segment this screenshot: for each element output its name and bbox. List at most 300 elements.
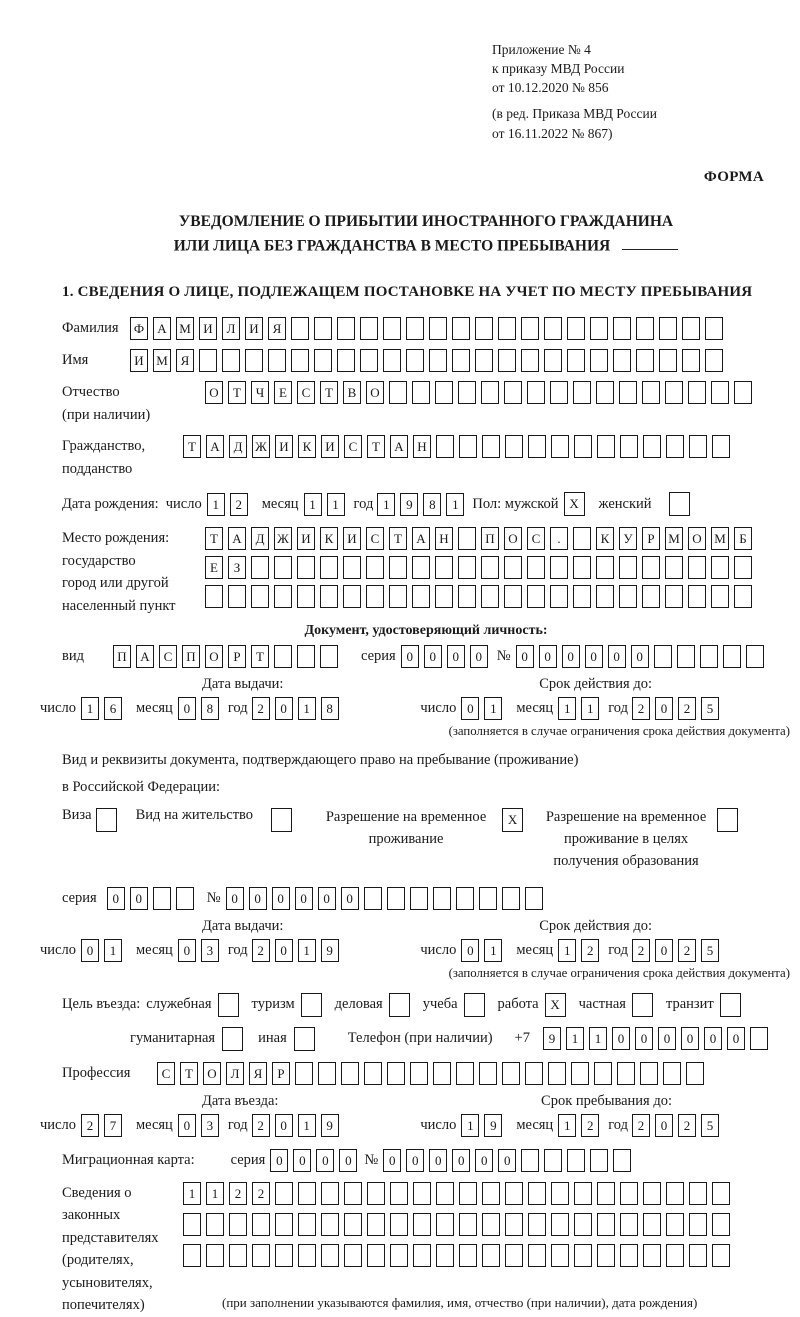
char-box <box>665 585 683 608</box>
char-box <box>734 556 752 579</box>
char-box <box>712 1182 730 1205</box>
char-box <box>528 1244 546 1267</box>
char-box <box>666 1182 684 1205</box>
char-box <box>482 435 500 458</box>
char-box <box>597 1213 615 1236</box>
char-box <box>688 556 706 579</box>
char-box <box>433 887 451 910</box>
migration-card-number-boxes <box>383 1149 636 1172</box>
char-box: С <box>157 1062 175 1085</box>
char-box: 2 <box>252 697 270 720</box>
char-box: О <box>366 381 384 404</box>
char-box <box>636 317 654 340</box>
char-box <box>505 1244 523 1267</box>
char-box <box>482 1182 500 1205</box>
purpose-other-checkbox <box>294 1027 320 1051</box>
char-box: 0 <box>339 1149 357 1172</box>
char-box <box>571 1062 589 1085</box>
char-box <box>620 435 638 458</box>
char-box <box>505 1213 523 1236</box>
representatives-note: (при заполнении указываются фамилия, имя, отчество (при наличии), дата рождения) <box>222 1294 698 1310</box>
birth-place-row <box>62 527 790 617</box>
char-box <box>343 585 361 608</box>
char-box: Т <box>320 381 338 404</box>
birth-date-label: Дата рождения: <box>62 495 159 512</box>
char-box <box>298 1244 316 1267</box>
purpose-work-label: работа <box>497 996 539 1013</box>
char-box <box>686 1062 704 1085</box>
char-box <box>528 1182 546 1205</box>
char-box: 0 <box>681 1027 699 1050</box>
char-box: 2 <box>252 1114 270 1137</box>
char-box <box>456 887 474 910</box>
char-box <box>632 993 653 1017</box>
char-box: 0 <box>470 645 488 668</box>
id-doc-kind-label: вид <box>62 648 84 665</box>
res-doc-valid-day <box>461 939 507 962</box>
char-box: Б <box>734 527 752 550</box>
id-doc-valid-month <box>558 697 604 720</box>
char-box: К <box>320 527 338 550</box>
char-box <box>479 1062 497 1085</box>
char-box <box>551 1213 569 1236</box>
char-box: 0 <box>383 1149 401 1172</box>
char-box: Р <box>642 527 660 550</box>
char-box <box>481 381 499 404</box>
char-box: К <box>298 435 316 458</box>
char-box: А <box>136 645 154 668</box>
id-doc-issue-year <box>252 697 344 720</box>
citizenship-boxes <box>183 435 735 458</box>
char-box: И <box>321 435 339 458</box>
char-box: 9 <box>400 493 418 516</box>
char-box <box>366 556 384 579</box>
migration-card-series-label: серия <box>230 1151 266 1168</box>
char-box <box>640 1062 658 1085</box>
char-box: Т <box>180 1062 198 1085</box>
char-box <box>275 1244 293 1267</box>
res-doc-date-labels <box>62 918 790 935</box>
birth-place-label: Место рождения: государство город или другой населенный пункт <box>62 530 176 614</box>
char-box: М <box>176 317 194 340</box>
char-box <box>750 1027 768 1050</box>
char-box <box>291 349 309 372</box>
birth-date-row <box>62 492 790 516</box>
char-box: 0 <box>316 1149 334 1172</box>
char-box <box>318 1062 336 1085</box>
char-box <box>406 317 424 340</box>
char-box <box>337 317 355 340</box>
char-box: 9 <box>321 939 339 962</box>
char-box <box>459 435 477 458</box>
char-box <box>573 585 591 608</box>
char-box <box>412 556 430 579</box>
form-title-line-1: УВЕДОМЛЕНИЕ О ПРИБЫТИИ ИНОСТРАННОГО ГРАЖДАНИНА <box>178 212 674 230</box>
char-box <box>597 435 615 458</box>
entry-month <box>178 1114 224 1137</box>
char-box <box>436 1244 454 1267</box>
char-box: 0 <box>608 645 626 668</box>
char-box <box>412 585 430 608</box>
char-box: 0 <box>130 887 148 910</box>
char-box <box>711 556 729 579</box>
char-box <box>251 556 269 579</box>
char-box <box>573 527 591 550</box>
char-box <box>521 317 539 340</box>
char-box <box>711 585 729 608</box>
char-box <box>390 1213 408 1236</box>
char-box <box>343 556 361 579</box>
char-box <box>642 585 660 608</box>
char-box <box>619 381 637 404</box>
char-box <box>527 585 545 608</box>
birth-day-boxes <box>207 493 253 516</box>
char-box <box>596 556 614 579</box>
char-box: 1 <box>183 1182 201 1205</box>
char-box <box>364 1062 382 1085</box>
char-box <box>229 1244 247 1267</box>
char-box <box>597 1244 615 1267</box>
char-box: И <box>199 317 217 340</box>
char-box: Е <box>274 381 292 404</box>
char-box <box>677 645 695 668</box>
char-box <box>590 1149 608 1172</box>
year-label: год <box>353 495 374 512</box>
char-box: 1 <box>446 493 464 516</box>
char-box <box>712 1244 730 1267</box>
char-box <box>390 1244 408 1267</box>
id-doc-date-labels <box>62 676 790 693</box>
sex-female-checkbox <box>669 492 695 516</box>
birth-place-row-3 <box>205 585 757 608</box>
res-doc-option-residence-permit: Вид на жительство <box>136 807 297 832</box>
char-box <box>643 435 661 458</box>
char-box <box>367 1213 385 1236</box>
char-box: 8 <box>321 697 339 720</box>
char-box <box>712 435 730 458</box>
birth-place-boxes <box>205 527 757 608</box>
phone-label: Телефон (при наличии) <box>347 1030 493 1047</box>
char-box <box>341 1062 359 1085</box>
char-box <box>459 1182 477 1205</box>
char-box <box>665 381 683 404</box>
char-box <box>643 1213 661 1236</box>
char-box <box>620 1182 638 1205</box>
char-box: М <box>711 527 729 550</box>
char-box <box>458 585 476 608</box>
char-box <box>504 381 522 404</box>
char-box <box>666 1213 684 1236</box>
res-doc-issue-date: число 0 1 месяц 0 3 год 2 0 1 9 <box>40 939 344 962</box>
char-box: 0 <box>655 939 673 962</box>
char-box <box>429 349 447 372</box>
stay-year <box>632 1114 724 1137</box>
char-box <box>544 317 562 340</box>
profession-row <box>62 1062 790 1085</box>
char-box <box>551 1182 569 1205</box>
char-box: Н <box>435 527 453 550</box>
char-box <box>412 381 430 404</box>
char-box <box>366 585 384 608</box>
char-box: 0 <box>704 1027 722 1050</box>
char-box: 9 <box>484 1114 502 1137</box>
char-box: О <box>203 1062 221 1085</box>
char-box: У <box>619 527 637 550</box>
purpose-business-label: деловая <box>334 996 383 1013</box>
char-box: Ж <box>274 527 292 550</box>
char-box <box>475 349 493 372</box>
sex-male-label: Пол: мужской <box>472 495 559 512</box>
citizenship-label: Гражданство, подданство <box>62 438 146 477</box>
amendment-line-1: (в ред. Приказа МВД России <box>492 106 657 122</box>
char-box <box>617 1062 635 1085</box>
char-box: Я <box>268 317 286 340</box>
char-box: Д <box>251 527 269 550</box>
char-box <box>245 349 263 372</box>
id-doc-heading: Документ, удостоверяющий личность: <box>304 623 548 639</box>
representatives-row-1 <box>183 1182 735 1205</box>
char-box: 1 <box>207 493 225 516</box>
id-doc-issue-month <box>178 697 224 720</box>
char-box: . <box>550 527 568 550</box>
id-doc-number-boxes <box>516 645 769 668</box>
char-box: 0 <box>275 697 293 720</box>
char-box: 0 <box>178 697 196 720</box>
char-box <box>521 349 539 372</box>
char-box: 5 <box>701 697 719 720</box>
char-box: З <box>228 556 246 579</box>
char-box <box>268 349 286 372</box>
char-box <box>275 1182 293 1205</box>
char-box: П <box>113 645 131 668</box>
char-box: Я <box>249 1062 267 1085</box>
residence-permit-checkbox <box>271 808 297 832</box>
char-box <box>320 556 338 579</box>
char-box <box>689 435 707 458</box>
char-box: 7 <box>104 1114 122 1137</box>
char-box <box>274 556 292 579</box>
purpose-transit-label: транзит <box>665 996 714 1013</box>
char-box <box>314 317 332 340</box>
char-box <box>410 887 428 910</box>
char-box <box>643 1182 661 1205</box>
char-box <box>504 585 522 608</box>
char-box: 0 <box>275 939 293 962</box>
purpose-humanitarian-checkbox <box>222 1027 248 1051</box>
day-label: число <box>165 495 202 512</box>
char-box <box>504 556 522 579</box>
amendment-line-2: от 16.11.2022 № 867) <box>492 125 613 141</box>
char-box: В <box>343 381 361 404</box>
purpose-private-label: частная <box>578 996 626 1013</box>
representatives-label: Сведения о законных представителях (родителях, усыновителях, попечителях) <box>62 1184 159 1314</box>
char-box <box>228 585 246 608</box>
char-box <box>344 1182 362 1205</box>
char-box <box>275 1213 293 1236</box>
res-doc-option-visa: Виза <box>62 807 122 832</box>
purpose-official-checkbox <box>218 993 244 1017</box>
char-box <box>96 808 117 832</box>
char-box: 6 <box>104 697 122 720</box>
char-box <box>153 887 171 910</box>
char-box: 1 <box>327 493 345 516</box>
char-box <box>688 381 706 404</box>
char-box: 0 <box>447 645 465 668</box>
char-box: 0 <box>631 645 649 668</box>
char-box: 0 <box>424 645 442 668</box>
purpose-study-checkbox <box>464 993 490 1017</box>
entry-date-label: Дата въезда: <box>202 1092 279 1109</box>
entry-date: число 2 7 месяц 0 3 год 2 0 1 9 <box>40 1114 344 1137</box>
stay-day <box>461 1114 507 1137</box>
char-box <box>665 556 683 579</box>
given-name-row <box>62 349 790 372</box>
char-box: М <box>665 527 683 550</box>
char-box: 0 <box>655 1114 673 1137</box>
char-box: И <box>245 317 263 340</box>
char-box <box>544 349 562 372</box>
char-box <box>297 585 315 608</box>
char-box: А <box>390 435 408 458</box>
entry-day <box>81 1114 127 1137</box>
char-box: П <box>182 645 200 668</box>
char-box: О <box>688 527 706 550</box>
char-box: 1 <box>566 1027 584 1050</box>
char-box <box>705 349 723 372</box>
char-box: 1 <box>298 939 316 962</box>
char-box: О <box>205 645 223 668</box>
char-box: 2 <box>81 1114 99 1137</box>
char-box <box>301 993 322 1017</box>
char-box: 0 <box>295 887 313 910</box>
id-doc-dates-row <box>40 697 790 720</box>
char-box <box>551 1244 569 1267</box>
char-box: 2 <box>678 697 696 720</box>
char-box: X <box>564 492 585 516</box>
char-box: 0 <box>401 645 419 668</box>
char-box <box>271 808 292 832</box>
given-name-boxes <box>130 349 728 372</box>
char-box: 1 <box>484 697 502 720</box>
char-box <box>746 645 764 668</box>
char-box <box>383 349 401 372</box>
char-box <box>527 381 545 404</box>
char-box <box>413 1213 431 1236</box>
res-doc-series-label: серия <box>62 889 97 906</box>
char-box: 0 <box>318 887 336 910</box>
res-doc-validity-note: (заполняется в случае ограничения срока действия документа) <box>448 965 790 980</box>
id-doc-number-label: № <box>496 648 511 665</box>
char-box: 5 <box>701 1114 719 1137</box>
entry-date-labels <box>62 1093 790 1110</box>
char-box <box>367 1244 385 1267</box>
char-box: Т <box>389 527 407 550</box>
entry-year <box>252 1114 344 1137</box>
surname-boxes <box>130 317 728 340</box>
title-blank-line <box>622 234 678 251</box>
char-box: 2 <box>581 939 599 962</box>
char-box <box>613 317 631 340</box>
char-box <box>435 585 453 608</box>
char-box: 0 <box>562 645 580 668</box>
char-box: 0 <box>178 939 196 962</box>
id-doc-issue-date: число 1 6 месяц 0 8 год 2 0 1 8 <box>40 697 344 720</box>
char-box <box>717 808 738 832</box>
char-box <box>688 585 706 608</box>
birth-year-boxes <box>377 493 469 516</box>
char-box: 1 <box>589 1027 607 1050</box>
char-box <box>222 1027 243 1051</box>
appendix-block <box>492 40 790 143</box>
char-box <box>206 1244 224 1267</box>
char-box <box>642 381 660 404</box>
char-box: 0 <box>498 1149 516 1172</box>
char-box: 2 <box>252 939 270 962</box>
res-doc-valid-year <box>632 939 724 962</box>
char-box <box>705 317 723 340</box>
char-box <box>567 349 585 372</box>
char-box: 0 <box>461 697 479 720</box>
char-box <box>458 527 476 550</box>
purpose-row-2 <box>130 1027 790 1051</box>
id-doc-series-boxes <box>401 645 493 668</box>
char-box: М <box>153 349 171 372</box>
id-doc-issue-label: Дата выдачи: <box>202 676 284 693</box>
char-box <box>596 381 614 404</box>
phone-prefix: +7 <box>514 1030 530 1047</box>
res-doc-intro-1: Вид и реквизиты документа, подтверждающего право на пребывание (проживание) <box>62 752 579 769</box>
char-box: 2 <box>678 939 696 962</box>
res-doc-number-label: № <box>206 889 221 906</box>
char-box: 0 <box>516 645 534 668</box>
char-box: 1 <box>377 493 395 516</box>
res-doc-series-row <box>62 887 790 910</box>
purpose-label: Цель въезда: <box>62 996 141 1013</box>
char-box <box>464 993 485 1017</box>
purpose-business-checkbox <box>389 993 415 1017</box>
char-box <box>482 1213 500 1236</box>
char-box: А <box>206 435 224 458</box>
char-box: 0 <box>272 887 290 910</box>
char-box: Ф <box>130 317 148 340</box>
char-box: 1 <box>484 939 502 962</box>
char-box <box>723 645 741 668</box>
char-box <box>498 317 516 340</box>
char-box: И <box>343 527 361 550</box>
char-box <box>321 1182 339 1205</box>
profession-label: Профессия <box>62 1064 131 1081</box>
char-box <box>456 1062 474 1085</box>
char-box: 5 <box>701 939 719 962</box>
char-box: 0 <box>655 697 673 720</box>
char-box <box>387 1062 405 1085</box>
phone-boxes <box>543 1027 773 1050</box>
char-box <box>551 435 569 458</box>
id-doc-valid-label: Срок действия до: <box>539 676 652 693</box>
birth-place-row-2 <box>205 556 757 579</box>
char-box: 2 <box>252 1182 270 1205</box>
stay-until-date: число 1 9 месяц 1 2 год 2 0 2 5 <box>420 1114 724 1137</box>
char-box: Ж <box>252 435 270 458</box>
char-box <box>390 1182 408 1205</box>
char-box: Ч <box>251 381 269 404</box>
res-doc-valid-label: Срок действия до: <box>539 917 652 934</box>
purpose-humanitarian-label: гуманитарная <box>130 1030 216 1047</box>
char-box: Р <box>272 1062 290 1085</box>
id-doc-valid-year <box>632 697 724 720</box>
char-box <box>682 317 700 340</box>
res-doc-issue-month <box>178 939 224 962</box>
